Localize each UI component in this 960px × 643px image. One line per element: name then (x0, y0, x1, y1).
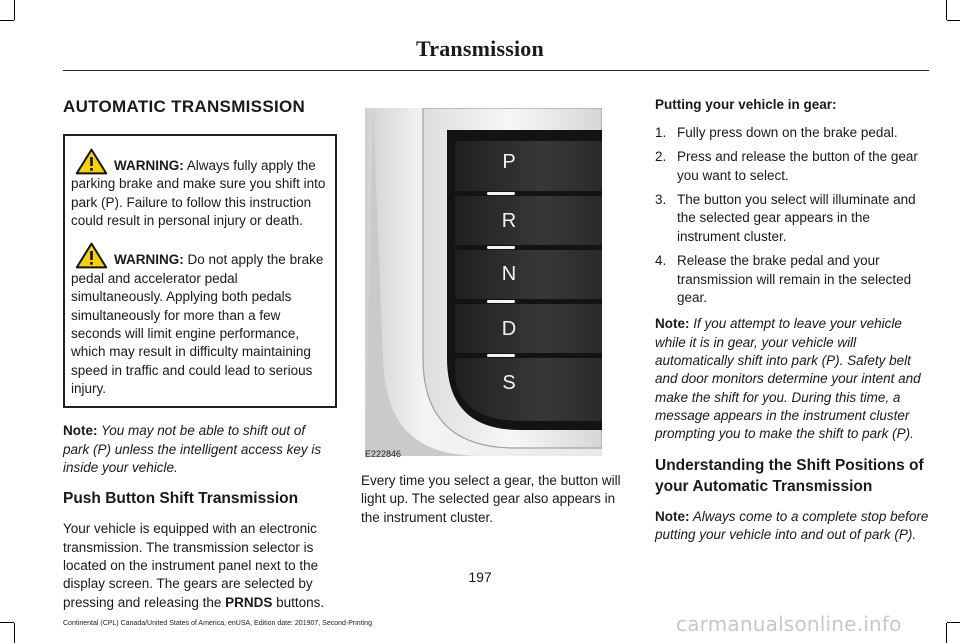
crop-mark (14, 0, 15, 20)
crop-mark (947, 622, 960, 623)
step-number: 4. (655, 253, 667, 269)
crop-mark (946, 623, 947, 643)
crop-mark (946, 0, 947, 20)
warning-label: WARNING: (114, 252, 184, 268)
step-number: 2. (655, 149, 667, 165)
warning-paragraph (71, 148, 329, 230)
step-text: The button you select will illuminate and the selected gear appears in the instrument cluster. (677, 192, 916, 244)
warning-icon (75, 148, 108, 175)
warning-box (63, 134, 337, 408)
note-label: Note: (63, 423, 98, 439)
gear-label-sport: S (502, 372, 516, 394)
note-label: Note: (655, 316, 690, 332)
body-paragraph (63, 520, 335, 612)
warning-icon (75, 242, 108, 269)
note-paragraph (655, 508, 929, 545)
gear-label-park: P (502, 151, 516, 173)
note-text: Always come to a complete stop before putting your vehicle into and out of park (P). (655, 508, 929, 542)
list-item (655, 191, 929, 246)
figure-caption: Every time you select a gear, the button will light up. The selected gear also appears in the instrument cluster. (361, 473, 621, 525)
warning-text: Always fully apply the parking brake and make sure you shift into park (P). Failure to follow this instruction could result in personal injury or death. (71, 158, 326, 229)
warning-paragraph (71, 242, 329, 398)
step-text: Fully press down on the brake pedal. (677, 125, 898, 140)
gear-buttons (455, 141, 602, 421)
step-text: Release the brake pedal and your transmission will remain in the selected gear. (677, 253, 912, 305)
warning-label: WARNING: (114, 158, 184, 173)
crop-mark (0, 622, 14, 623)
column-left (63, 97, 335, 624)
step-list (655, 124, 929, 307)
gear-label-drive: D (501, 318, 517, 340)
putting-in-gear-heading: Putting your vehicle in gear: (655, 97, 837, 112)
gear-selector-figure (365, 108, 602, 456)
list-item (655, 124, 929, 142)
gear-label-neutral: N (501, 263, 517, 285)
note-text: If you attempt to leave your vehicle while it is in gear, your vehicle will automatically shift into park (P). Safety belt and door monitors determine your intent and make the shift for you. During this time, a message appears in the instrument cluster prompting you to make the shift to park (P). (655, 316, 921, 442)
note-paragraph (63, 422, 335, 477)
step-number: 3. (655, 192, 667, 208)
step-number: 1. (655, 125, 667, 140)
list-item (655, 252, 929, 307)
note-label: Note: (655, 508, 690, 524)
step-text: Press and release the button of the gear you want to select. (677, 149, 918, 183)
footer-edition-text: Continental (CPL) Canada/United States of America, enUSA, Edition date: 201907, Second-Printing (63, 620, 372, 627)
page-number: 197 (468, 569, 492, 585)
gear-selector-illustration (365, 108, 602, 456)
note-paragraph (655, 315, 929, 444)
note-text: You may not be able to shift out of park (P) unless the intelligent access key is inside your vehicle. (63, 423, 322, 476)
body-text: buttons. (272, 594, 325, 610)
prnds-text: PRNDS (225, 594, 273, 610)
crop-mark (14, 623, 15, 643)
header-rule (63, 70, 929, 71)
figure-id: E222846 (365, 449, 402, 459)
subheading-shift-positions: Understanding the Shift Positions of your Automatic Transmission (655, 456, 924, 495)
subheading-push-button-shift: Push Button Shift Transmission (63, 490, 299, 508)
watermark: carmanualsonline.info (676, 612, 902, 636)
list-item (655, 148, 929, 185)
page-header-title: Transmission (416, 36, 544, 61)
column-right (655, 97, 929, 556)
warning-text: Do not apply the brake pedal and accelerator pedal simultaneously. Applying both pedals simultaneously for more than a few seconds will limit engine performance, which may result in difficulty maintaining speed in traffic and could lead to serious injury. (71, 252, 324, 396)
gear-label-reverse: R (501, 210, 517, 232)
crop-mark (0, 20, 14, 21)
section-title: AUTOMATIC TRANSMISSION (63, 97, 306, 116)
crop-mark (947, 20, 960, 21)
body-text: Your vehicle is equipped with an electronic transmission. The transmission selector is located on the instrument panel next to the display screen. The gears are selected by pressing and releasing the (63, 521, 319, 610)
